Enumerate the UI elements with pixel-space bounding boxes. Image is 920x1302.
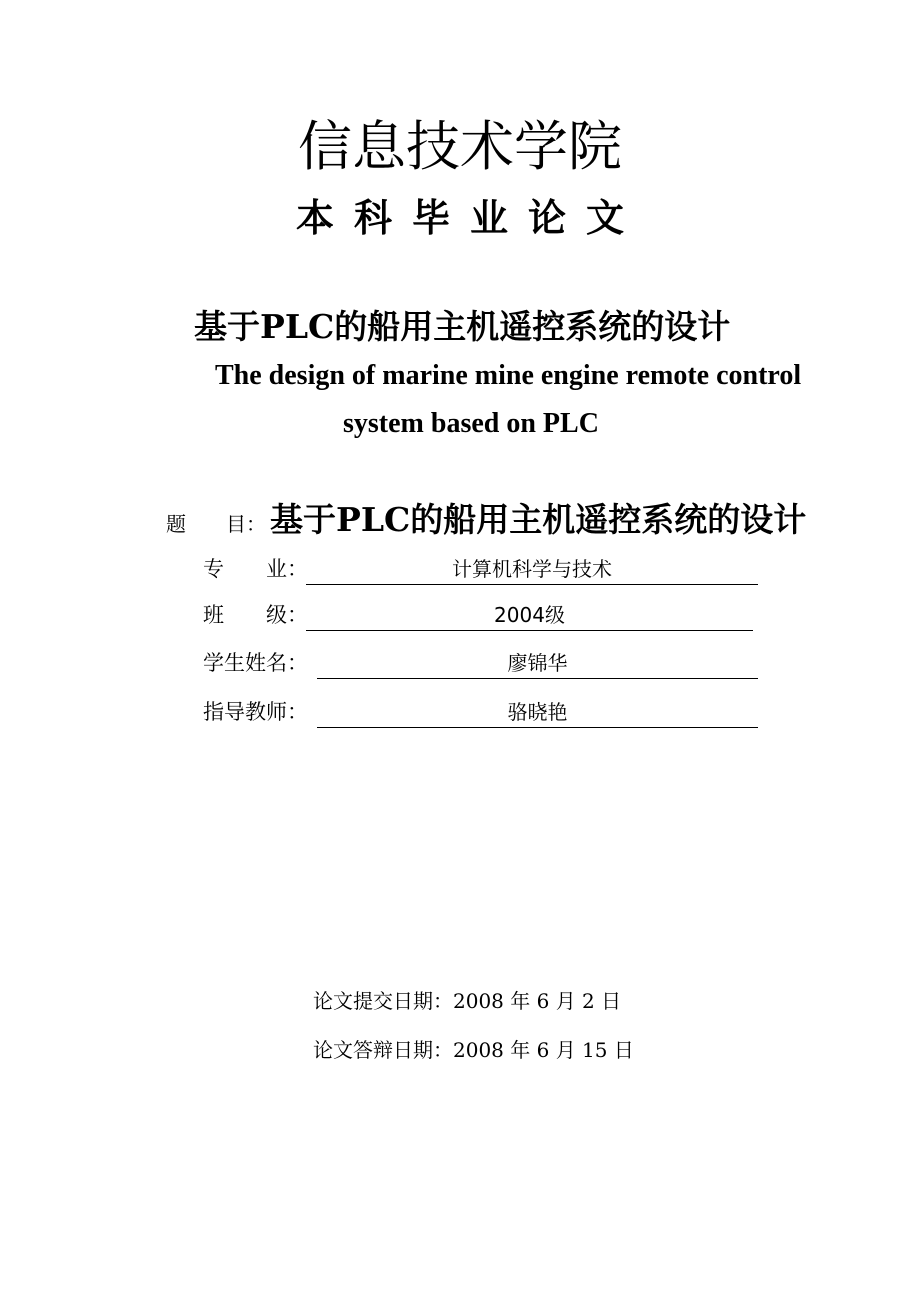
student-name-label: 学生姓名： <box>203 651 308 675</box>
topic-label: 题 目： <box>166 512 266 536</box>
class-label: 班 级： <box>203 603 308 627</box>
thesis-title-chinese: 基于PLC的船用主机遥控系统的设计 <box>194 307 731 346</box>
major-value: 计算机科学与技术 <box>306 554 758 585</box>
advisor-value: 骆晓艳 <box>317 697 758 728</box>
thesis-title-english-line2: system based on PLC <box>343 408 599 439</box>
thesis-title-english-line1: The design of marine mine engine remote control <box>215 360 802 391</box>
major-label: 专 业： <box>203 557 308 581</box>
submission-date: 论文提交日期：2008 年 6 月 2 日 <box>313 989 622 1013</box>
topic-value: 基于PLC的船用主机遥控系统的设计 <box>270 500 807 539</box>
student-name-value: 廖锦华 <box>317 648 758 679</box>
institution-name: 信息技术学院 <box>298 115 622 178</box>
defense-date: 论文答辩日期：2008 年 6 月 15 日 <box>313 1038 634 1062</box>
class-value: 2004级 <box>306 600 753 631</box>
thesis-type-heading: 本科毕业论文 <box>295 196 644 240</box>
advisor-label: 指导教师： <box>203 700 308 724</box>
